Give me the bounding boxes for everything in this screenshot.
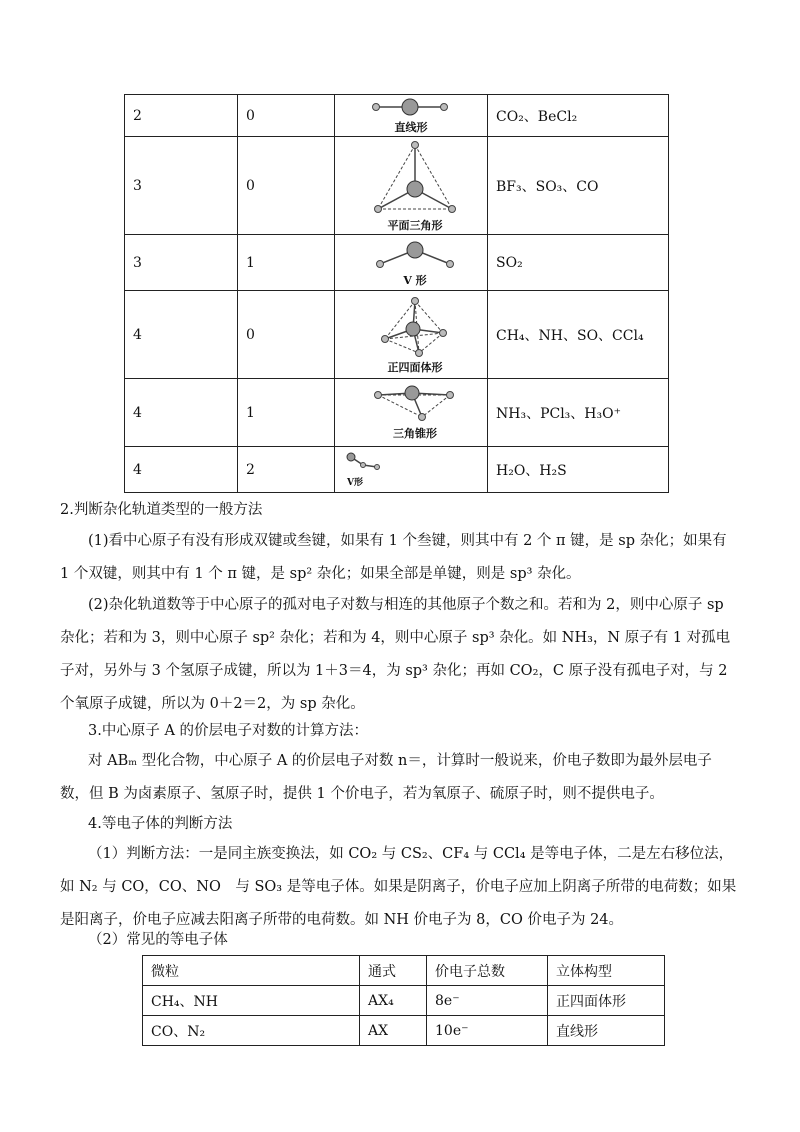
table-cell: 2 [125,95,238,137]
tetrahedral-figure [375,295,455,359]
trigonal-planar-figure [360,139,470,217]
bent-molecule-figure [343,451,383,475]
shape-label: V形 [347,478,363,488]
table-header-row [143,956,665,986]
shape-label: 三角锥形 [393,426,437,440]
table-row [125,137,669,235]
table-cell: 10e⁻ [427,1016,548,1046]
table-cell: CH₄、NH、SO、CCl₄ [488,291,669,379]
trigonal-pyramidal-figure [370,385,460,425]
table-cell: BF₃、SO₃、CO [488,137,669,235]
table-row [125,447,669,493]
shape-cell [335,235,488,291]
linear-molecule-figure [366,97,456,119]
table-cell: CH₄、NH [143,986,360,1016]
geometry-table [124,94,669,493]
table-cell: 4 [125,447,238,493]
table-cell: H₂O、H₂S [488,447,669,493]
section-title: 4.等电子体的判断方法 [88,816,233,832]
paragraph: (2)杂化轨道数等于中心原子的孤对电子对数与相连的其他原子个数之和。若和为 2，则中心原子 sp 杂化；若和为 3，则中心原子 sp² 杂化；若和为 4，则中心原子 sp³ 杂化。如 NH₃，N 原子有 1 对孤电子对，另外与 3 个氢原子成键，所以为 1＋3＝4，为 sp³ 杂化；再如 CO₂，C 原子没有孤电子对，与 2 个氧原子成键，所以为 0＋2＝2，为 sp 杂化。 [60,597,731,712]
shape-cell [335,95,488,137]
table-cell: 正四面体形 [548,986,665,1016]
table-row [125,95,669,137]
table-cell: AX₄ [360,986,427,1016]
table-header: 立体构型 [548,956,665,986]
shape-cell [335,379,488,447]
table-cell: 4 [125,291,238,379]
paragraph: （1）判断方法：一是同主族变换法，如 CO₂ 与 CS₂、CF₄ 与 CCl₄ 是等电子体，二是左右移位法，如 N₂ 与 CO，CO、NO 与 SO₃ 是等电子体。如果是阴离子，价电子应加上阴离子所带的电荷数；如果是阳离子，价电子应减去阳离子所带的电荷数。如 NH 价电子为 8，CO 价电子为 24。 [60,846,737,928]
shape-label: 正四面体形 [387,360,443,374]
table-cell: 4 [125,379,238,447]
table-header: 通式 [360,956,427,986]
table-header: 微粒 [143,956,360,986]
table-cell: CO、N₂ [143,1016,360,1046]
section-title: 3.中心原子 A 的价层电子对数的计算方法： [88,723,369,739]
paragraph: (1)看中心原子有没有形成双键或叁键，如果有 1 个叁键，则其中有 2 个 π 键，是 sp 杂化；如果有 1 个双键，则其中有 1 个 π 键，是 sp² 杂化；如果全部是单键，则是 sp³ 杂化。 [60,533,727,582]
table-cell: 2 [238,447,335,493]
shape-label: 直线形 [394,120,428,134]
section-title: 2.判断杂化轨道类型的一般方法 [60,502,263,518]
table-header: 价电子总数 [427,956,548,986]
table-row [143,1016,665,1046]
shape-cell [335,137,488,235]
table-row [125,291,669,379]
paragraph: 对 ABₘ 型化合物，中心原子 A 的价层电子对数 n＝，计算时一般说来，价电子数即为最外层电子数，但 B 为卤素原子、氢原子时，提供 1 个价电子，若为氧原子、硫原子时，则不提供电子。 [60,753,712,802]
table-row [125,379,669,447]
shape-cell [335,291,488,379]
table-cell: 8e⁻ [427,986,548,1016]
table-cell: SO₂ [488,235,669,291]
table-cell: 直线形 [548,1016,665,1046]
v-shape-figure [370,238,460,272]
table-row [143,986,665,1016]
table-cell: 0 [238,95,335,137]
table-cell: 3 [125,235,238,291]
table-cell: CO₂、BeCl₂ [488,95,669,137]
table-cell: 0 [238,137,335,235]
table-row [125,235,669,291]
shape-label: 平面三角形 [387,218,443,232]
table-cell: NH₃、PCl₃、H₃O⁺ [488,379,669,447]
paragraph: （2）常见的等电子体 [88,932,228,948]
table-cell: 0 [238,291,335,379]
table-cell: 3 [125,137,238,235]
table-cell: AX [360,1016,427,1046]
shape-cell [335,447,488,493]
isoelectronic-table [142,955,665,1046]
table-cell: 1 [238,235,335,291]
shape-label: V 形 [403,273,427,287]
table-cell: 1 [238,379,335,447]
